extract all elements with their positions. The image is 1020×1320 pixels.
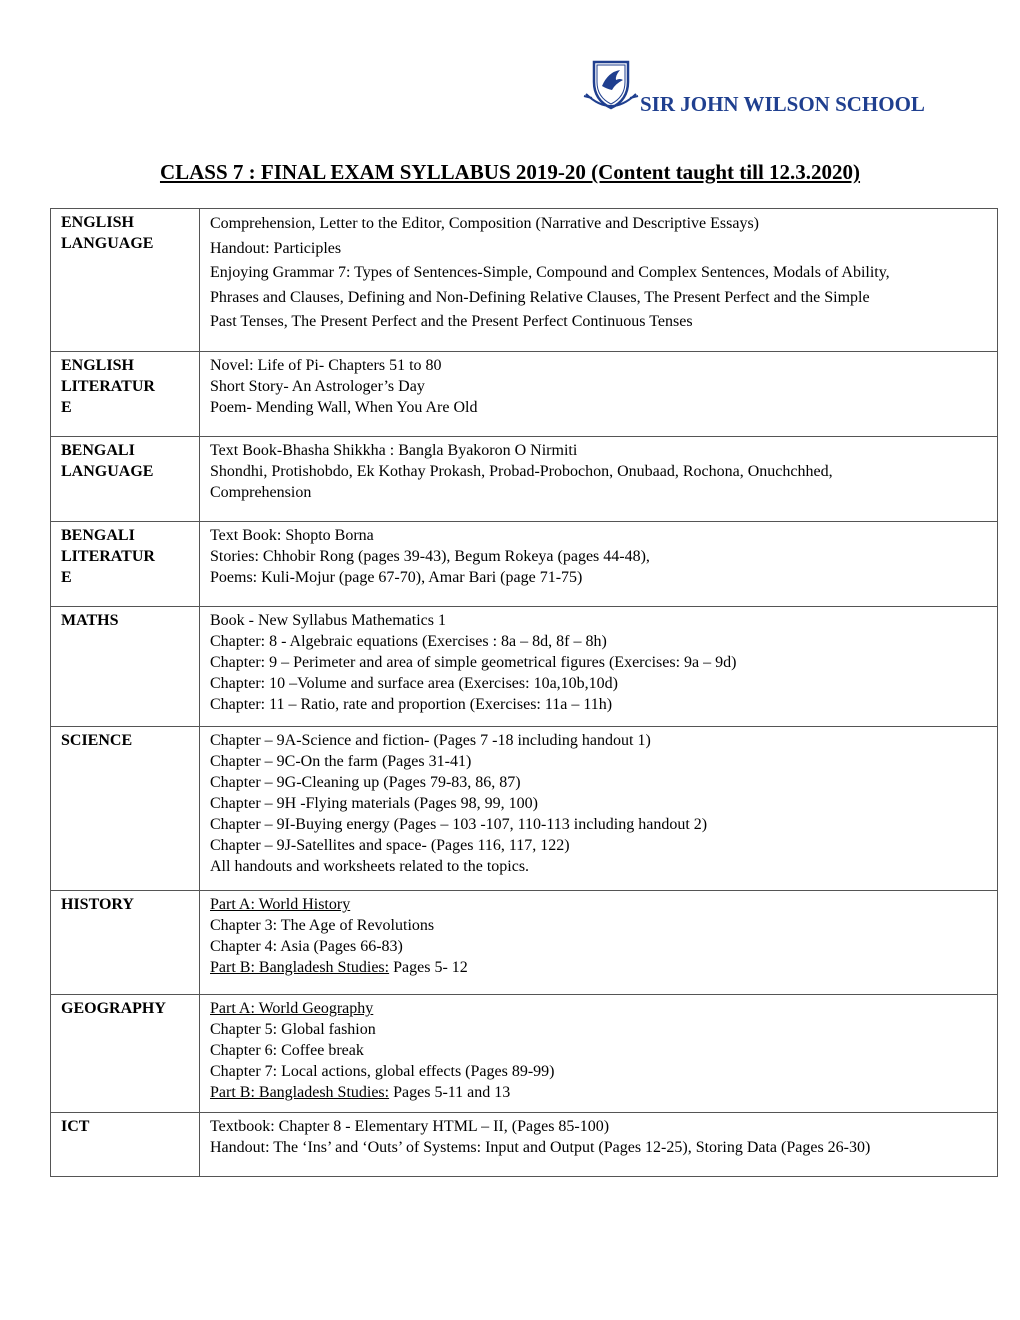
part-pages: Pages 5- 12: [389, 959, 468, 976]
subject-name: SCIENCE: [61, 732, 133, 749]
syllabus-line: Enjoying Grammar 7: Types of Sentences-Simple, Compound and Complex Sentences, Modals of Ability,: [210, 264, 890, 281]
syllabus-line: Chapter 5: Global fashion: [210, 1021, 376, 1038]
subject-cell: [51, 352, 200, 437]
content-cell: [200, 995, 998, 1113]
subject-name: LITERATUR: [61, 548, 155, 565]
subject-cell: [51, 727, 200, 891]
syllabus-line: Chapter: 8 - Algebraic equations (Exercises : 8a – 8d, 8f – 8h): [210, 633, 607, 650]
subject-cell: [51, 522, 200, 607]
syllabus-line: All handouts and worksheets related to the topics.: [210, 858, 530, 875]
syllabus-line: Chapter: 10 –Volume and surface area (Exercises: 10a,10b,10d): [210, 675, 619, 692]
syllabus-row: [51, 209, 998, 352]
syllabus-line: Chapter – 9H -Flying materials (Pages 98, 99, 100): [210, 795, 538, 812]
content-cell: [200, 891, 998, 995]
school-crest-icon: [582, 56, 640, 114]
content-cell: [200, 727, 998, 891]
school-header: [578, 56, 978, 120]
subject-name: E: [61, 569, 72, 586]
subject-name: ENGLISH: [61, 214, 134, 231]
syllabus-line: Comprehension: [210, 484, 312, 501]
syllabus-row: [51, 437, 998, 522]
syllabus-line: Chapter: 11 – Ratio, rate and proportion (Exercises: 11a – 11h): [210, 696, 613, 713]
syllabus-line: Text Book: Shopto Borna: [210, 527, 374, 544]
subject-name: E: [61, 399, 72, 416]
syllabus-line: [210, 1082, 989, 1103]
content-cell: [200, 209, 998, 352]
syllabus-line: Chapter – 9I-Buying energy (Pages – 103 -107, 110-113 including handout 2): [210, 816, 708, 833]
syllabus-line: Chapter 7: Local actions, global effects (Pages 89-99): [210, 1063, 555, 1080]
subject-name: LITERATUR: [61, 378, 155, 395]
content-cell: [200, 437, 998, 522]
school-name: SIR JOHN WILSON SCHOOL: [640, 92, 925, 116]
subject-cell: [51, 1113, 200, 1177]
syllabus-line: Novel: Life of Pi- Chapters 51 to 80: [210, 357, 442, 374]
syllabus-line: Chapter 6: Coffee break: [210, 1042, 364, 1059]
syllabus-line: Chapter 4: Asia (Pages 66-83): [210, 938, 403, 955]
content-cell: [200, 352, 998, 437]
syllabus-line: Stories: Chhobir Rong (pages 39-43), Begum Rokeya (pages 44-48),: [210, 548, 650, 565]
subject-name: MATHS: [61, 612, 119, 629]
subject-cell: [51, 995, 200, 1113]
syllabus-line: Chapter – 9C-On the farm (Pages 31-41): [210, 753, 472, 770]
subject-name: LANGUAGE: [61, 463, 154, 480]
syllabus-line: Text Book-Bhasha Shikkha : Bangla Byakoron O Nirmiti: [210, 442, 578, 459]
syllabus-row: [51, 995, 998, 1113]
syllabus-line: Chapter – 9J-Satellites and space- (Pages 116, 117, 122): [210, 837, 570, 854]
subject-cell: [51, 891, 200, 995]
subject-name: BENGALI: [61, 527, 135, 544]
part-heading: Part B: Bangladesh Studies:: [210, 1084, 390, 1101]
syllabus-line: Part A: World History: [210, 896, 351, 913]
part-pages: Pages 5-11 and 13: [389, 1084, 511, 1101]
syllabus-table: [50, 208, 998, 1177]
part-heading: Part B: Bangladesh Studies:: [210, 959, 390, 976]
syllabus-row: [51, 352, 998, 437]
syllabus-row: [51, 607, 998, 727]
page-title: CLASS 7 : FINAL EXAM SYLLABUS 2019-20 (Content taught till 12.3.2020): [159, 160, 861, 184]
subject-name: HISTORY: [61, 896, 134, 913]
syllabus-line: Past Tenses, The Present Perfect and the Present Perfect Continuous Tenses: [210, 313, 693, 330]
syllabus-line: Textbook: Chapter 8 - Elementary HTML – II, (Pages 85-100): [210, 1118, 610, 1135]
syllabus-row: [51, 727, 998, 891]
syllabus-line: Chapter – 9G-Cleaning up (Pages 79-83, 86, 87): [210, 774, 521, 791]
content-cell: [200, 1113, 998, 1177]
syllabus-row: [51, 522, 998, 607]
content-cell: [200, 522, 998, 607]
content-cell: [200, 607, 998, 727]
syllabus-line: Short Story- An Astrologer’s Day: [210, 378, 425, 395]
subject-cell: [51, 607, 200, 727]
syllabus-line: Shondhi, Protishobdo, Ek Kothay Prokash, Probad-Probochon, Onubaad, Rochona, Onuchchhed,: [210, 463, 833, 480]
subject-name: LANGUAGE: [61, 235, 154, 252]
syllabus-line: Handout: The ‘Ins’ and ‘Outs’ of Systems: Input and Output (Pages 12-25), Storing Data (Pages 26-30): [210, 1139, 871, 1156]
subject-cell: [51, 437, 200, 522]
syllabus-line: Handout: Participles: [210, 239, 342, 257]
syllabus-line: Book - New Syllabus Mathematics 1: [210, 612, 446, 629]
syllabus-line: Chapter: 9 – Perimeter and area of simple geometrical figures (Exercises: 9a – 9d): [210, 654, 737, 671]
subject-name: BENGALI: [61, 442, 135, 459]
subject-cell: [51, 209, 200, 352]
syllabus-line: Chapter – 9A-Science and fiction- (Pages 7 -18 including handout 1): [210, 732, 651, 749]
syllabus-line: Poem- Mending Wall, When You Are Old: [210, 399, 478, 416]
syllabus-line: Poems: Kuli-Mojur (page 67-70), Amar Bari (page 71-75): [210, 569, 583, 586]
subject-name: ENGLISH: [61, 357, 134, 374]
syllabus-line: Phrases and Clauses, Defining and Non-Defining Relative Clauses, The Present Perfect and the Simple: [210, 288, 870, 306]
subject-name: GEOGRAPHY: [61, 1000, 166, 1017]
subject-name: ICT: [61, 1118, 90, 1135]
syllabus-line: Chapter 3: The Age of Revolutions: [210, 917, 435, 934]
syllabus-row: [51, 1113, 998, 1177]
syllabus-line: Comprehension, Letter to the Editor, Composition (Narrative and Descriptive Essays): [210, 215, 760, 232]
syllabus-row: [51, 891, 998, 995]
syllabus-line: [210, 957, 989, 978]
syllabus-line: Part A: World Geography: [210, 1000, 374, 1017]
